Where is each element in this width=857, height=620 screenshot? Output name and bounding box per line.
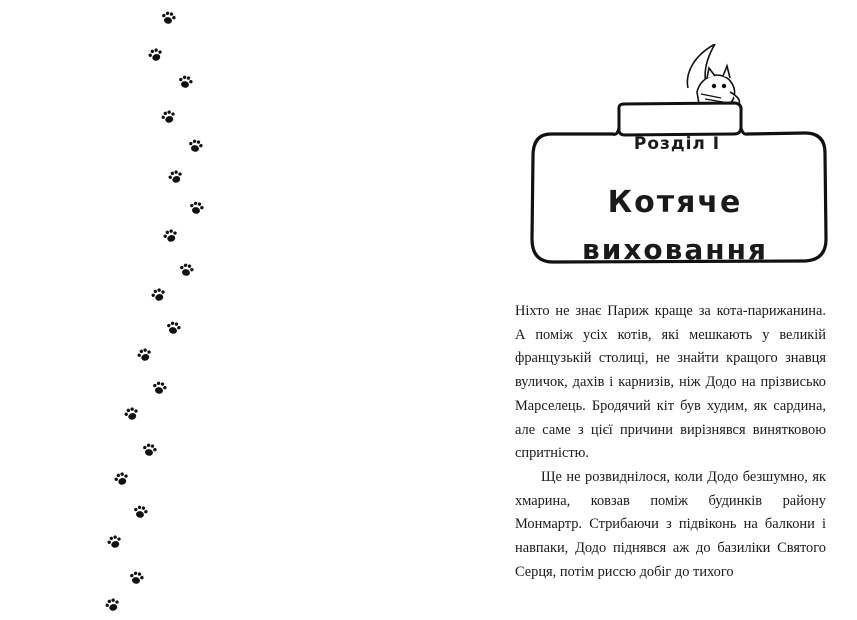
- chapter-title-line-1: Котяче: [607, 185, 743, 220]
- paw-print-icon: [161, 227, 180, 245]
- paw-print-icon: [141, 442, 159, 459]
- paw-print-icon: [159, 108, 178, 126]
- chapter-body-text: [515, 300, 826, 584]
- chapter-badge: [525, 44, 835, 284]
- paw-print-icon: [187, 138, 205, 155]
- paw-print-icon: [188, 200, 206, 217]
- paw-print-icon: [122, 405, 141, 423]
- paragraph-1: Ніхто не знає Париж краще за кота-парижанина. А поміж усіх котів, які мешкають у великій французькій столиці, не знайти кращого знавця вуличок, дахів і карнизів, ніж Додо на прізвисько Марселець. Бродячий кіт був худим, як сардина, але саме з цієї причини вирізнявся винятковою спритністю.: [515, 303, 826, 462]
- cat-illustration-icon: [687, 44, 739, 104]
- paw-print-icon: [135, 346, 154, 364]
- chapter-title-line-2: виховання: [582, 233, 768, 266]
- paragraph-2: Ще не розвиднілося, коли Додо безшумно, як хмарина, ковзав поміж будинків району Монмартр. Стрибаючи з підвіконь на балкони і навпаки, Додо піднявся аж до базиліки Святого Серця, потім риссю добіг до тихого: [515, 468, 826, 580]
- paw-print-icon: [103, 596, 122, 614]
- paw-print-icon: [132, 504, 150, 521]
- paw-print-icon: [146, 46, 165, 64]
- chapter-label: Розділ I: [633, 134, 721, 154]
- paw-print-icon: [165, 320, 183, 337]
- paw-print-icon: [151, 380, 169, 397]
- paw-print-icon: [178, 262, 196, 279]
- paw-print-icon: [166, 168, 185, 186]
- paw-print-icon: [128, 570, 146, 587]
- right-page: [430, 0, 857, 620]
- paw-print-icon: [105, 533, 124, 551]
- paw-print-icon: [160, 10, 178, 27]
- chapter-tab-frame: [619, 103, 741, 135]
- paw-print-icon: [149, 286, 168, 304]
- paw-print-icon: [177, 74, 195, 91]
- paw-print-icon: [112, 470, 131, 488]
